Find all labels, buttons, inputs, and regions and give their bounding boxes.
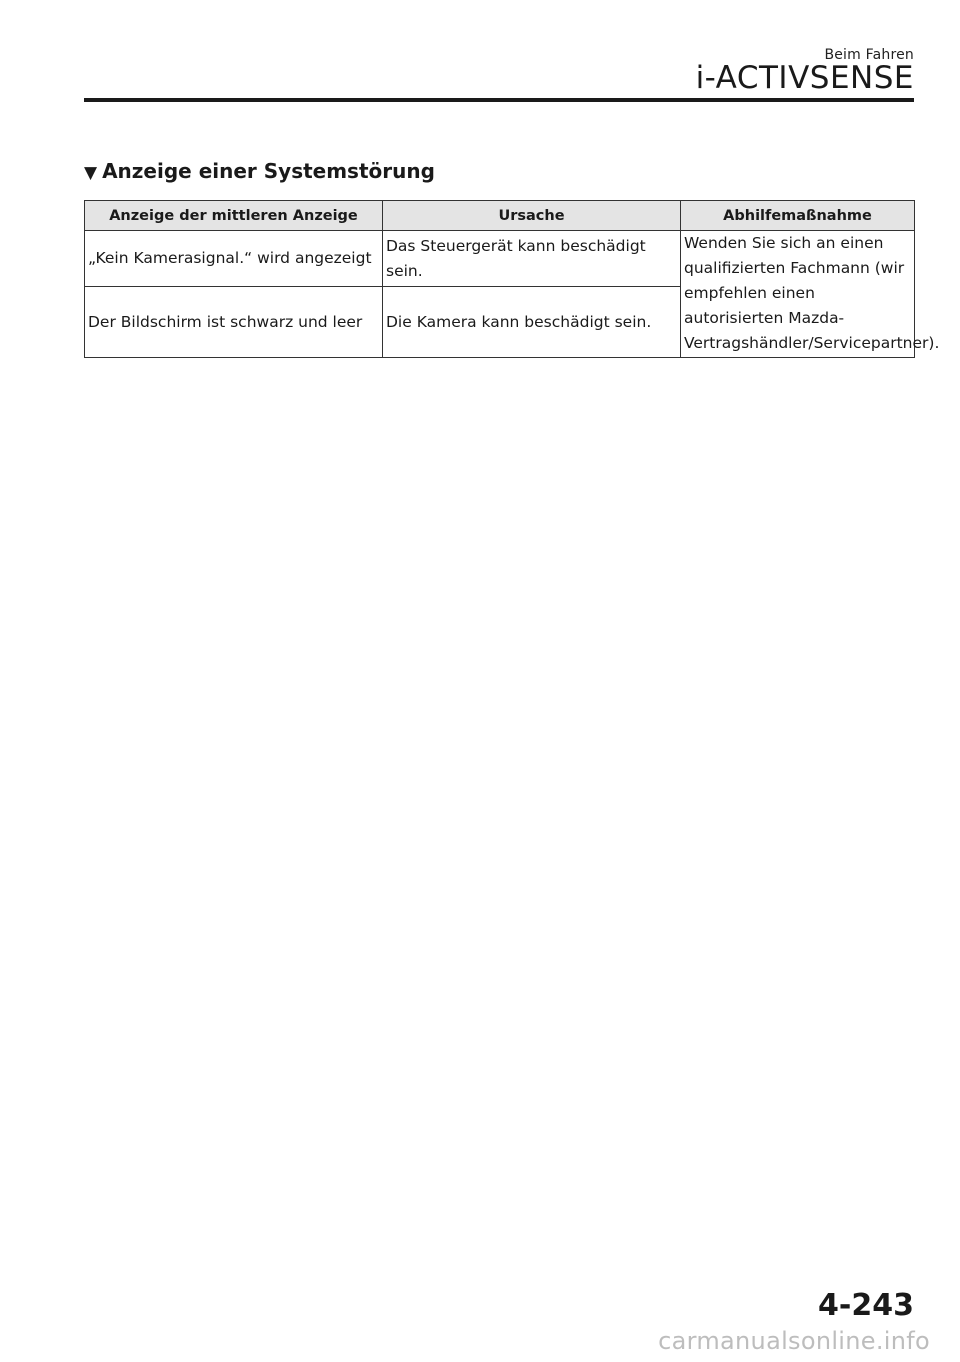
display-cell: „Kein Kamerasignal.“ wird angezeigt [85, 231, 383, 287]
watermark: carmanualsonline.info [658, 1327, 930, 1355]
header-rule [84, 98, 914, 102]
column-header-display: Anzeige der mittleren Anzeige [85, 201, 383, 231]
table-row [85, 231, 915, 287]
triangle-down-icon: ▼ [84, 163, 98, 183]
section-title: Beim Fahren [824, 47, 914, 63]
section-heading-text: Anzeige einer Systemstörung [102, 159, 435, 183]
page-number: 4-243 [818, 1288, 914, 1323]
column-header-remedy: Abhilfemaßnahme [681, 201, 915, 231]
cause-cell: Die Kamera kann beschädigt sein. [383, 287, 681, 358]
column-header-cause: Ursache [383, 201, 681, 231]
remedy-cell: Wenden Sie sich an einen qualifizierten Fachmann (wir empfehlen einen autorisierten Mazda-Vertragshändler/Servicepartner). [681, 231, 915, 358]
chapter-title: i-ACTIVSENSE [695, 60, 914, 96]
section-heading [84, 159, 435, 183]
table-header-row [85, 201, 915, 231]
display-cell: Der Bildschirm ist schwarz und leer [85, 287, 383, 358]
cause-cell: Das Steuergerät kann beschädigt sein. [383, 231, 681, 287]
malfunction-table [84, 200, 940, 358]
